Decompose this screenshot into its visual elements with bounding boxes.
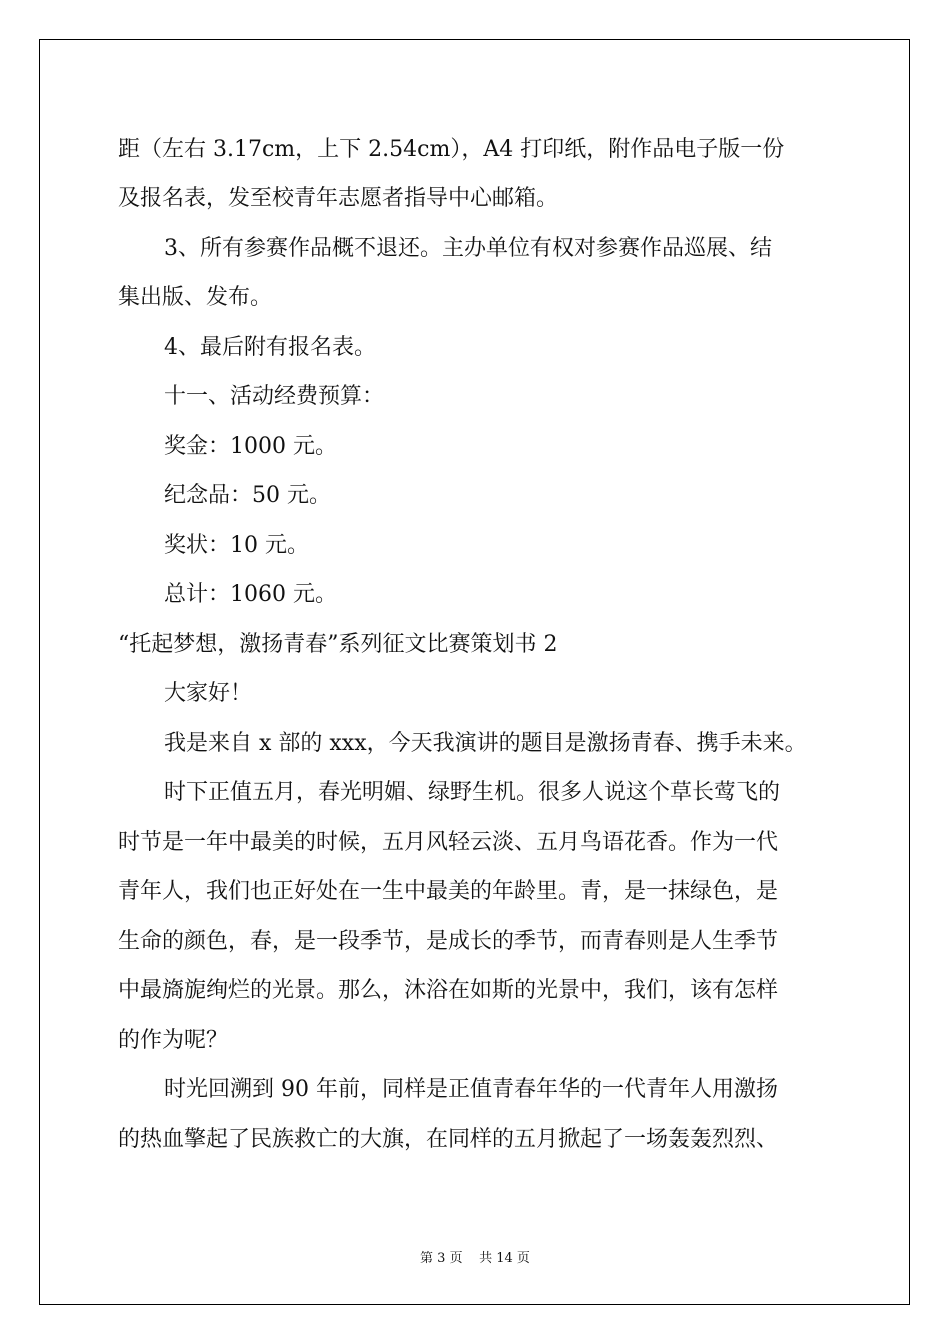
page-total: 共 14 页 [479,1251,530,1266]
text-line: 纪念品：50 元。 [164,483,331,508]
page-number: 第 3 页 [420,1251,463,1266]
text-line: 中最旖旎绚烂的光景。那么，沐浴在如斯的光景中，我们，该有怎样 [118,978,779,1003]
text-line: 的热血擎起了民族救亡的大旗，在同样的五月掀起了一场轰轰烈烈、 [118,1127,779,1152]
text-line: 3、所有参赛作品概不退还。主办单位有权对参赛作品巡展、结 [164,236,772,261]
text-line: 我是来自 x 部的 xxx，今天我演讲的题目是激扬青春、携手未来。 [164,731,807,756]
text-line: 的作为呢？ [118,1028,229,1053]
text-line: 时节是一年中最美的时候，五月风轻云淡、五月鸟语花香。作为一代 [118,830,779,855]
text-line: 青年人，我们也正好处在一生中最美的年龄里。青，是一抹绿色，是 [118,879,779,904]
text-line: 时光回溯到 90 年前，同样是正值青春年华的一代青年人用激扬 [164,1077,778,1102]
text-line: 奖状：10 元。 [164,533,309,558]
text-line: 及报名表，发至校青年志愿者指导中心邮箱。 [118,186,559,211]
text-line: 奖金：1000 元。 [164,434,337,459]
text-line: 十一、活动经费预算： [164,384,385,409]
section-heading: “托起梦想，激扬青春”系列征文比赛策划书 2 [118,632,558,657]
text-line: 时下正值五月，春光明媚、绿野生机。很多人说这个草长莺飞的 [164,780,781,805]
page-footer [0,1247,950,1266]
text-line: 距（左右 3.17cm，上下 2.54cm），A4 打印纸，附作品电子版一份 [118,137,785,162]
text-line: 总计：1060 元。 [164,582,337,607]
text-line: 4、最后附有报名表。 [164,335,376,360]
text-line: 集出版、发布。 [118,285,273,310]
text-line: 生命的颜色，春，是一段季节，是成长的季节，而青春则是人生季节 [118,929,779,954]
text-line: 大家好！ [164,681,253,706]
